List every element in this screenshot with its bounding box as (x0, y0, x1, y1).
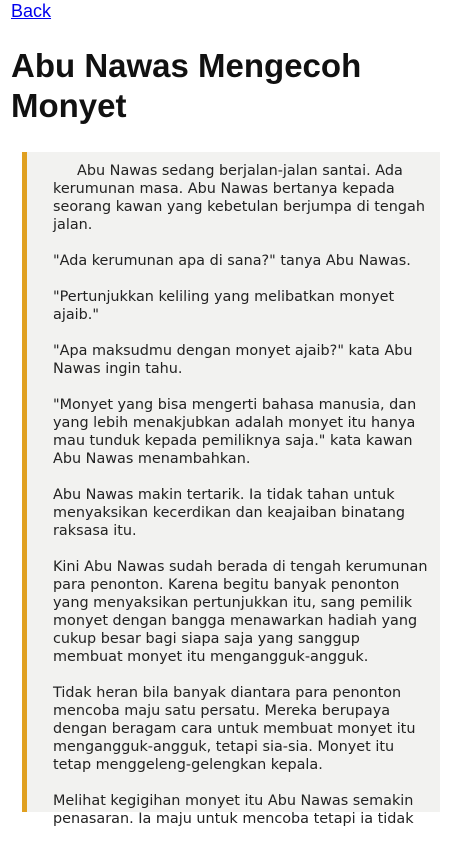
story-paragraph-9: Melihat kegigihan monyet itu Abu Nawas semakin penasaran. Ia maju untuk mencoba tetapi ia tidak (53, 793, 414, 827)
story-paragraph-4: "Apa maksudmu dengan monyet ajaib?" kata Abu Nawas ingin tahu. (53, 343, 413, 377)
story-paragraph-2: "Ada kerumunan apa di sana?" tanya Abu Nawas. (53, 253, 411, 269)
page-title: Abu Nawas Mengecoh Monyet (11, 47, 362, 124)
back-link[interactable]: Back (11, 1, 52, 21)
story-paragraph-5: "Monyet yang bisa mengerti bahasa manusia, dan yang lebih menakjubkan adalah monyet itu hanya mau tunduk kepada pemiliknya saja." kata kawan Abu Nawas menambahkan. (53, 397, 417, 467)
story-paragraph-6: Abu Nawas makin tertarik. Ia tidak tahan untuk menyaksikan kecerdikan dan keajaiban binatang raksasa itu. (53, 487, 405, 539)
story-paragraph-7: Kini Abu Nawas sudah berada di tengah kerumunan para penonton. Karena begitu banyak penonton yang menyaksikan pertunjukkan itu, sang pemilik monyet dengan bangga menawarkan hadiah yang cukup besar bagi siapa saja yang sanggup membuat monyet itu mengangguk-angguk. (53, 559, 428, 665)
story-paragraph-1: Abu Nawas sedang berjalan-jalan santai. Ada kerumunan masa. Abu Nawas bertanya kepada seorang kawan yang kebetulan berjumpa di tengah jalan. (53, 163, 425, 233)
story-body (53, 162, 433, 846)
story-panel (22, 152, 440, 827)
story-paragraph-8: Tidak heran bila banyak diantara para penonton mencoba maju satu persatu. Mereka berupaya dengan beragam cara untuk membuat monyet itu mengangguk-angguk, tetapi sia-sia. Monyet itu tetap menggeleng-gelengkan kepala. (53, 685, 416, 773)
story-paragraph-3: "Pertunjukkan keliling yang melibatkan monyet ajaib." (53, 289, 395, 323)
